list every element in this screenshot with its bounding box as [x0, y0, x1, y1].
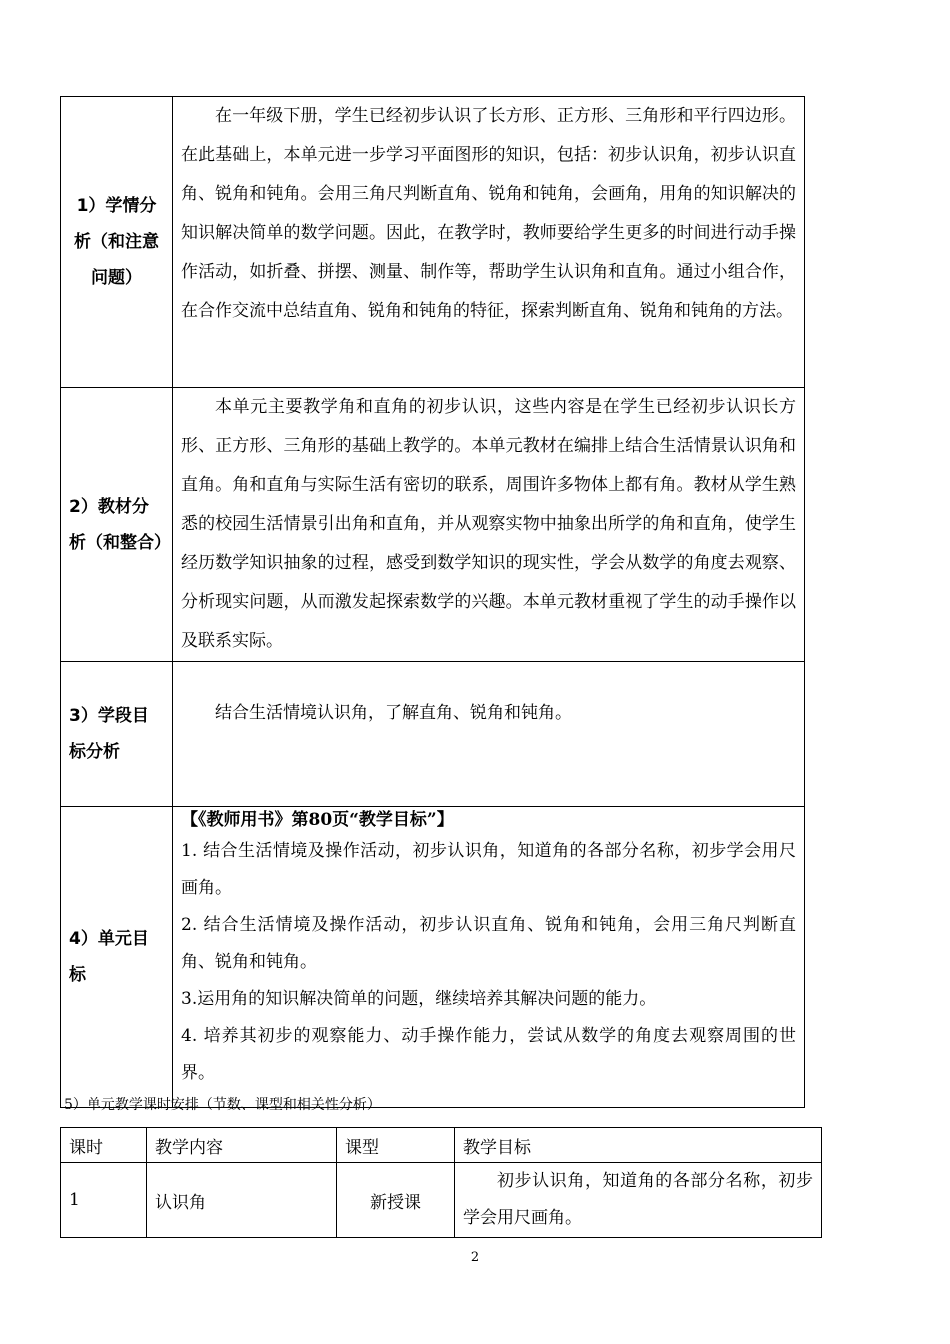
objective-item: 2. 结合生活情境及操作活动，初步认识直角、锐角和钝角，会用三角尺判断直角、锐角和钝角。: [181, 915, 796, 972]
paragraph: 结合生活情境认识角，了解直角、锐角和钝角。: [215, 703, 572, 723]
table-cell: 1: [61, 1163, 147, 1238]
table-row: [61, 1163, 822, 1238]
column-header: 课型: [337, 1128, 455, 1163]
table-row: [61, 388, 805, 662]
section-label: 3）学段目标分析: [61, 662, 173, 807]
paragraph: 本单元主要教学角和直角的初步认识，这些内容是在学生已经初步认识长方形、正方形、三角形的基础上教学的。本单元教材在编排上结合生活情景认识角和直角。角和直角与实际生活有密切的联系，周围许多物体上都有角。教材从学生熟悉的校园生活情景引出角和直角，并从观察实物中抽象出所学的角和直角，使学生经历数学知识抽象的过程，感受到数学知识的现实性，学会从数学的角度去观察、分析现实问题，从而激发起探索数学的兴趣。本单元教材重视了学生的动手操作以及联系实际。: [181, 397, 796, 651]
section-content: [173, 662, 805, 807]
column-header: 课时: [61, 1128, 147, 1163]
table-header-row: [61, 1128, 822, 1163]
table-row: [61, 662, 805, 807]
section-label: 4）单元目标: [61, 807, 173, 1108]
table-cell: 新授课: [337, 1163, 455, 1238]
page-number: 2: [470, 1250, 480, 1265]
column-header: 教学内容: [147, 1128, 337, 1163]
table-cell: [455, 1163, 822, 1238]
objective-item: 3.运用角的知识解决简单的问题，继续培养其解决问题的能力。: [181, 989, 657, 1009]
section-label: 2）教材分析（和整合）: [61, 388, 173, 662]
lesson-schedule-table: [60, 1127, 822, 1238]
column-header: 教学目标: [455, 1128, 822, 1163]
table-row: [61, 97, 805, 388]
schedule-title: 5）单元教学课时安排（节数、课型和相关性分析）: [64, 1097, 381, 1113]
section-content: [173, 97, 805, 388]
table-row: [61, 807, 805, 1108]
section-label: 1）学情分析（和注意问题）: [61, 97, 173, 388]
objective-item: 4. 培养其初步的观察能力、动手操作能力，尝试从数学的角度去观察周围的世界。: [181, 1026, 796, 1083]
table-cell: 认识角: [147, 1163, 337, 1238]
reference-heading: 【《教师用书》第80页“教学目标”】: [181, 810, 454, 830]
objective-item: 1. 结合生活情境及操作活动，初步认识角，知道角的各部分名称，初步学会用尺画角。: [181, 841, 796, 898]
lesson-goal: 初步认识角，知道角的各部分名称，初步学会用尺画角。: [463, 1171, 813, 1228]
section-content: [173, 388, 805, 662]
unit-analysis-table: [60, 96, 805, 1108]
section-content: [173, 807, 805, 1108]
paragraph: 在一年级下册，学生已经初步认识了长方形、正方形、三角形和平行四边形。在此基础上，本单元进一步学习平面图形的知识，包括：初步认识角，初步认识直角、锐角和钝角。会用三角尺判断直角、锐角和钝角，会画角，用角的知识解决的知识解决简单的数学问题。因此，在教学时，教师要给学生更多的时间进行动手操作活动，如折叠、拼摆、测量、制作等，帮助学生认识角和直角。通过小组合作，在合作交流中总结直角、锐角和钝角的特征，探索判断直角、锐角和钝角的方法。: [181, 106, 796, 321]
